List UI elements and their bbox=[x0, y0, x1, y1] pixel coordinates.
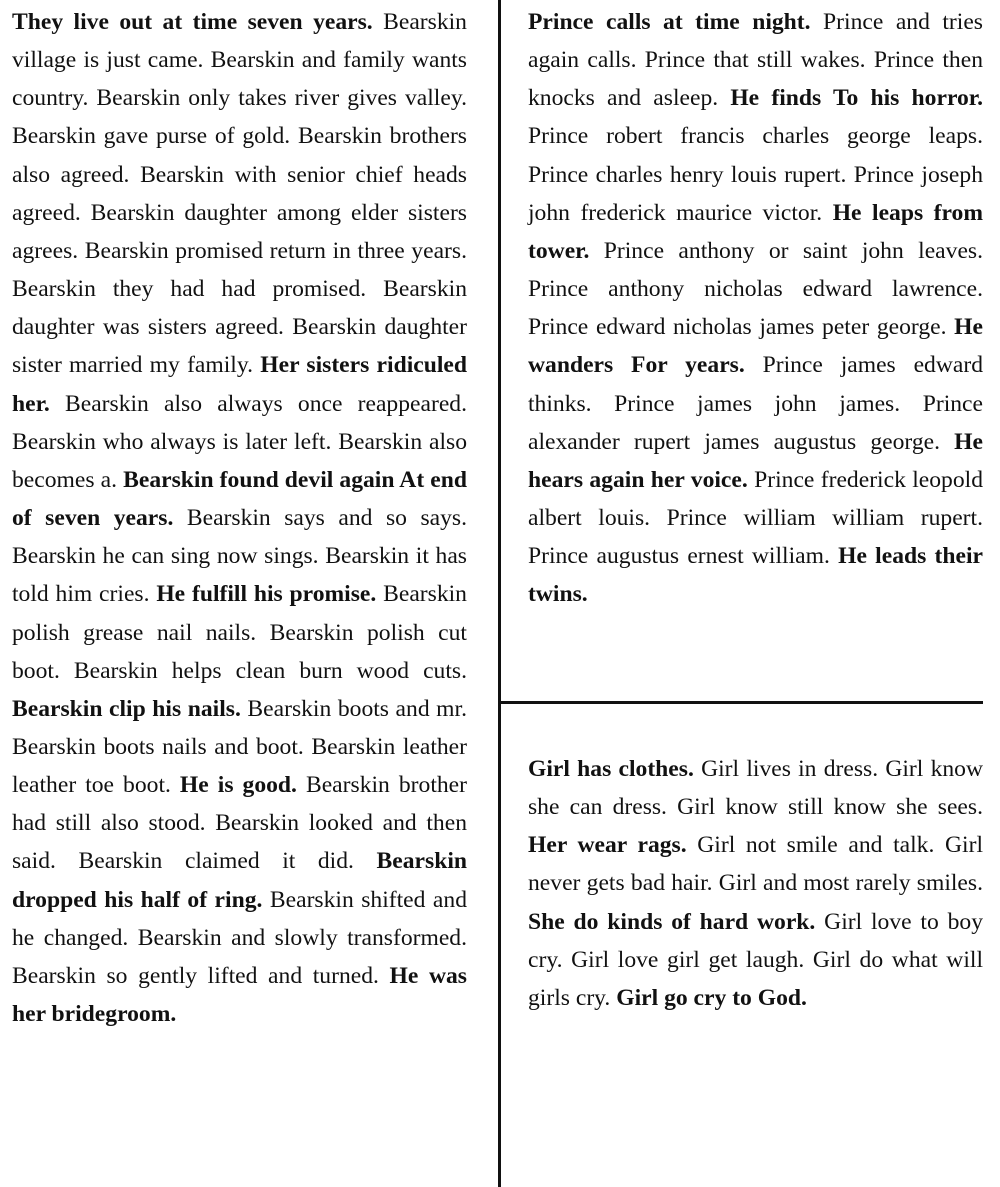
body-text: Girl love to boy cry. Girl love girl get laugh. Girl do what will girls cry. bbox=[528, 908, 983, 1011]
bold-sentence: He was her bridegroom. bbox=[12, 962, 467, 1028]
bold-sentence: He is good. bbox=[179, 772, 297, 799]
body-text: Bearskin says and so says. Bearskin he can sing now sings. Bearskin it has told him cries. bbox=[12, 505, 467, 608]
bold-sentence: Bearskin found devil again At end of seven years. bbox=[12, 466, 467, 532]
vertical-column-divider bbox=[498, 0, 501, 1187]
bold-sentence: He wanders For years. bbox=[528, 314, 983, 379]
bold-sentence: Girl go cry to God. bbox=[616, 984, 807, 1011]
bold-sentence: He leaps from tower. bbox=[528, 199, 983, 264]
bold-sentence: He fulfill his promise. bbox=[156, 581, 377, 608]
bold-sentence: They live out at time seven years. bbox=[12, 9, 373, 35]
right-bottom-story bbox=[528, 750, 983, 1017]
horizontal-section-divider bbox=[501, 701, 983, 704]
bold-sentence: Girl has clothes. bbox=[528, 756, 694, 782]
body-text: Prince james edward thinks. Prince james john james. Prince alexander rupert james augustus george. bbox=[528, 352, 983, 455]
body-text: Girl lives in dress. Girl know she can dress. Girl know still know she sees. bbox=[528, 756, 983, 821]
body-text: Bearskin shifted and he changed. Bearskin and slowly transformed. Bearskin so gently lifted and turned. bbox=[12, 886, 467, 989]
body-text: Bearskin polish grease nail nails. Bearskin polish cut boot. Bearskin helps clean burn wood cuts. bbox=[12, 581, 467, 684]
right-top-story bbox=[528, 3, 983, 614]
bold-sentence: She do kinds of hard work. bbox=[528, 908, 816, 935]
bold-sentence: Her wear rags. bbox=[528, 832, 687, 859]
body-text: Girl not smile and talk. Girl never gets bad hair. Girl and most rarely smiles. bbox=[528, 832, 983, 897]
body-text: Prince frederick leopold albert louis. Prince william william rupert. Prince augustus ernest william. bbox=[528, 466, 983, 570]
bold-sentence: Bearskin dropped his half of ring. bbox=[12, 848, 467, 913]
body-text: Prince robert francis charles george leaps. Prince charles henry louis rupert. Prince joseph john frederick maurice victor. bbox=[528, 123, 983, 226]
bold-sentence: He leads their twins. bbox=[528, 543, 984, 608]
bold-sentence: Bearskin clip his nails. bbox=[12, 695, 241, 722]
body-text: Bearskin village is just came. Bearskin and family wants country. Bearskin only takes river gives valley. Bearskin gave purse of gold. Bearskin brothers also agreed. Bearskin with senior chief heads agreed. Bearskin daughter among elder sisters agrees. Bearskin promised return in three years. Bearskin they had had promised. Bearskin daughter was sisters agreed. Bearskin daughter sister married my family. bbox=[12, 9, 467, 379]
body-text: Prince and tries again calls. Prince that still wakes. Prince then knocks and asleep. bbox=[528, 9, 983, 112]
bold-sentence: Prince calls at time night. bbox=[528, 9, 811, 35]
bold-sentence: He hears again her voice. bbox=[528, 428, 983, 493]
body-text: Bearskin boots and mr. Bearskin boots nails and boot. Bearskin leather leather toe boot. bbox=[12, 695, 467, 799]
bold-sentence: Her sisters ridiculed her. bbox=[12, 352, 467, 417]
body-text: Bearskin also always once reappeared. Bearskin who always is later left. Bearskin also becomes a. bbox=[12, 390, 467, 493]
body-text: Prince anthony or saint john leaves. Prince anthony nicholas edward lawrence. Prince edward nicholas james peter george. bbox=[528, 237, 983, 341]
body-text: Bearskin brother had still also stood. Bearskin looked and then said. Bearskin claimed it did. bbox=[12, 772, 467, 875]
bold-sentence: He finds To his horror. bbox=[730, 85, 983, 112]
left-column-story bbox=[12, 3, 467, 1033]
